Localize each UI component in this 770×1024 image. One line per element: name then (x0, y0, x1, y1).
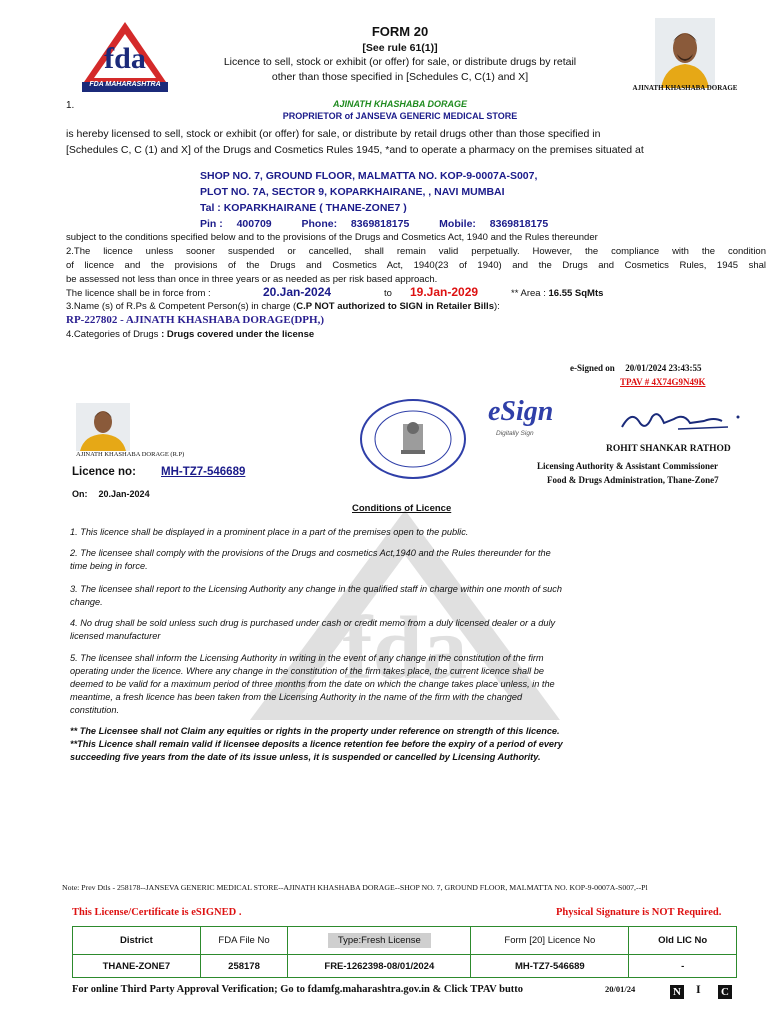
mobile-label: Mobile: (439, 218, 476, 230)
persons-end: ): (493, 301, 500, 312)
svg-text:fda: fda (342, 599, 468, 698)
categories-line (66, 329, 314, 340)
rp-photo (76, 403, 130, 451)
esign-logo-text: eSign (488, 396, 554, 427)
tpav-link[interactable]: TPAV # 4X74G9N49K (620, 377, 706, 387)
tpav-verification-note: For online Third Party Approval Verification; Go to fdamfg.maharashtra.gov.in & Click TPAV butto (72, 984, 524, 995)
mobile-value: 8369818175 (489, 218, 549, 230)
fda-logo (82, 20, 168, 92)
condition-1: 1. This licence shall be displayed in a prominent place in a part of the premises open to the public. (70, 527, 469, 537)
n-box (670, 982, 684, 1000)
authority-name: ROHIT SHANKAR RATHOD (606, 444, 731, 454)
phone-value: 8369818175 (350, 218, 410, 230)
esigned-label: e-Signed on (570, 363, 615, 373)
to-date: 19.Jan-2029 (410, 285, 479, 299)
licence-on (72, 489, 150, 499)
on-date: 20.Jan-2024 (98, 489, 150, 499)
para2-line1: 2.The licence unless sooner suspended or cancelled, shall remain valid perpetually. However, the compliance with the condition (66, 246, 766, 257)
form-title: FORM 20 (371, 24, 429, 39)
authority-title: Licensing Authority & Assistant Commissioner (537, 461, 719, 471)
esign-logo (488, 396, 580, 444)
rp-line: RP-227802 - AJINATH KHASHABA DORAGE(DPH,) (66, 314, 324, 326)
i-letter: I (696, 982, 701, 996)
to-label: to (384, 288, 392, 299)
header-desc-line2: other than those specified in [Schedules C, C(1) and X] (271, 71, 529, 83)
value-district: THANE-ZONE7 (73, 955, 201, 978)
c-box-letter: C (718, 985, 732, 999)
esigned-on (570, 363, 702, 373)
persons-note: C.P NOT authorized to SIGN in Retailer Bills (296, 301, 494, 312)
n-box-letter: N (670, 985, 684, 999)
licence-no-label: Licence no: (72, 466, 136, 478)
persons-label: 3.Name (s) of R.Ps & Competent Person(s) in charge ( (66, 301, 297, 312)
address-line3: Tal : KOPARKHAIRANE ( THANE-ZONE7 ) (200, 202, 407, 214)
esigned-notice: This License/Certificate is eSIGNED . (72, 907, 242, 918)
rule-reference: [See rule 61(1)] (362, 42, 438, 54)
licensee-number: 1. (66, 100, 75, 111)
header-fda-file-no: FDA File No (200, 927, 288, 955)
phone-label: Phone: (301, 218, 338, 230)
from-date: 20.Jan-2024 (263, 285, 332, 299)
value-old-lic-no: - (629, 955, 737, 978)
value-licence-no: MH-TZ7-546689 (471, 955, 629, 978)
type-label: Type:Fresh License (328, 933, 431, 948)
condition-3: 3. The licensee shall report to the Licensing Authority any change in the qualified staff in charge within one month of such change. (70, 584, 562, 607)
table-row (73, 955, 737, 978)
rp-photo-caption: AJINATH KHASHABA DORAGE (R.P) (76, 451, 185, 458)
contact-line (200, 218, 548, 230)
address-line1: SHOP NO. 7, GROUND FLOOR, MALMATTA NO. KOP-9-0007A-S007, (200, 170, 538, 182)
on-label: On: (72, 489, 88, 499)
address-line2: PLOT NO. 7A, SECTOR 9, KOPARKHAIRANE, , NAVI MUMBAI (200, 186, 505, 198)
header-licence-no: Form [20] Licence No (471, 927, 629, 955)
header-district: District (73, 927, 201, 955)
para2-line2: of licence and the provisions of the Drugs and Cosmetics Act, 1940(23 of 1940) and the Drugs and Cosmetics Rules, 1945 shal (66, 260, 766, 271)
area-line (511, 288, 603, 299)
pin-value: 400709 (236, 218, 272, 230)
licence-summary-table (72, 926, 737, 978)
licensee-photo (655, 18, 715, 90)
note-1: ** The Licensee shall not Claim any equities or rights in the property under reference on strength of this licence. (70, 726, 560, 736)
pin-label: Pin : (200, 218, 223, 230)
condition-4: 4. No drug shall be sold unless such drug is purchased under cash or credit memo from a duly licensed dealer or a duly licensed manufacturer (70, 618, 556, 641)
subject-line: subject to the conditions specified below and to the provisions of the Drugs and Cosmetics Act, 1940 and the Rules thereunder (66, 232, 598, 243)
header-desc-line1: Licence to sell, stock or exhibit (or offer) for sale, or distribute drugs by retail (223, 56, 577, 68)
conditions-title: Conditions of Licence (352, 503, 452, 514)
licensed-line2: [Schedules C, C (1) and X] of the Drugs and Cosmetics Rules 1945, *and to operate a pharmacy on the premises situated at (66, 144, 644, 156)
force-label: The licence shall be in force from : (66, 288, 211, 299)
licensed-line1: is hereby licensed to sell, stock or exhibit (or offer) for sale, or distribute by retail drugs other than those specified in (66, 128, 601, 140)
esign-logo-sub: Digitally Sign (496, 430, 534, 437)
footer-date: 20/01/24 (605, 984, 636, 994)
svg-text:fda: fda (104, 42, 146, 75)
c-box (718, 982, 732, 1000)
licensee-role: PROPRIETOR of JANSEVA GENERIC MEDICAL STORE (282, 111, 518, 121)
persons-line (66, 301, 500, 312)
area-label: ** Area : (511, 288, 546, 299)
note-2: **This Licence shall remain valid if licensee deposits a licence retention fee before the expiry of a period of every (70, 739, 563, 749)
authority-office: Food & Drugs Administration, Thane-Zone7 (547, 475, 719, 485)
physical-signature-notice: Physical Signature is NOT Required. (556, 907, 722, 918)
value-fda-file-no: 258178 (200, 955, 288, 978)
note-3: succeeding five years from the date of its issue unless, it is suspended or cancelled by Licensing Authority. (70, 752, 541, 762)
condition-2: 2. The licensee shall comply with the provisions of the Drugs and cosmetics Act,1940 and the Rules thereunder for the time being in force. (70, 548, 551, 571)
signature-icon (618, 405, 748, 435)
area-value: 16.55 SqMts (548, 288, 604, 299)
header-type (288, 927, 471, 955)
esigned-time: 20/01/2024 23:43:55 (625, 363, 702, 373)
condition-5: 5. The licensee shall inform the Licensing Authority in writing in the event of any change in the constitution of the firm operating under the licence. Where any change in the constitution of the firm takes place, the current licence shall be deemed to be valid for a maximum period of three months from the date on which the change takes place unless, in the meantime, a fresh licence has been taken from the Licensing Authority in the name of the firm with the changed constitution. (70, 653, 555, 715)
para2-line3: be assessed not less than once in three years or as needed as per risk based approach. (66, 274, 438, 285)
value-type: FRE-1262398-08/01/2024 (288, 955, 471, 978)
logo-text: FDA MAHARASHTRA (89, 81, 161, 88)
fda-seal-icon (358, 398, 468, 480)
licence-no-value: MH-TZ7-546689 (161, 466, 246, 478)
licensee-name: AJINATH KHASHABA DORAGE (332, 99, 467, 109)
header-old-lic-no: Old LIC No (629, 927, 737, 955)
categories-label: 4.Categories of Drugs (66, 329, 159, 340)
table-header-row (73, 927, 737, 955)
categories-value: : Drugs covered under the license (161, 329, 315, 340)
prev-details-note: Note: Prev Dtls - 258178--JANSEVA GENERIC MEDICAL STORE--AJINATH KHASHABA DORAGE--SHOP NO. 7, GROUND FLOOR, MALMATTA NO. KOP-9-0007A-S007,--Pl (62, 883, 648, 892)
photo-caption: AJINATH KHASHABA DORAGE (632, 84, 738, 92)
